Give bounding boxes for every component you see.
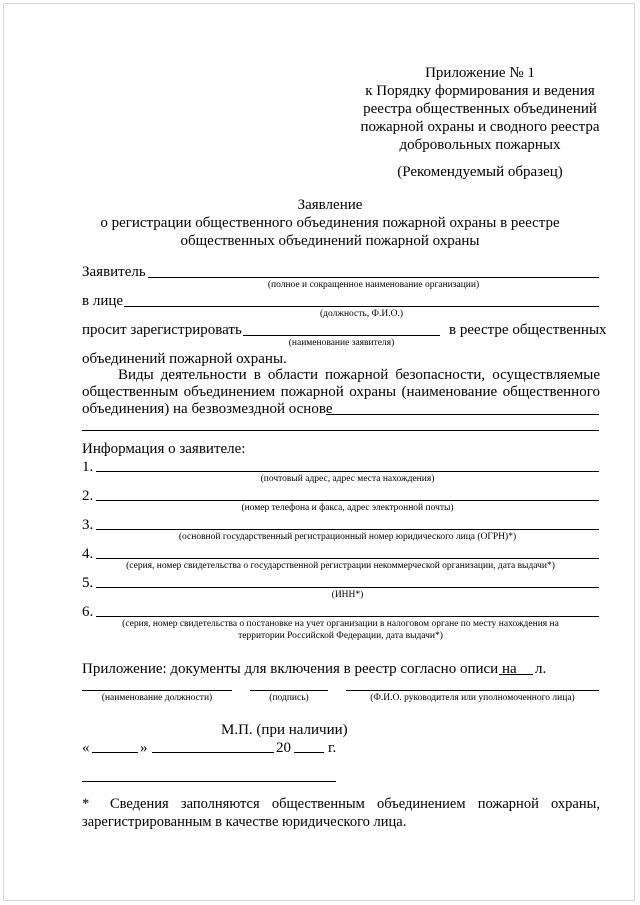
- appendix-block: [345, 64, 615, 154]
- activity-field[interactable]: [326, 414, 599, 415]
- footnote-word: охраны,: [551, 796, 600, 812]
- attachment-text: Приложение: документы для включения в реестр согласно описи на: [82, 661, 517, 677]
- info-number: 3.: [82, 517, 94, 533]
- year-prefix: 20: [276, 740, 291, 756]
- request-label: просит зарегистрировать: [82, 322, 242, 338]
- info-heading: Информация о заявителе:: [82, 441, 246, 457]
- person-label: в лице: [82, 293, 124, 309]
- info-field-address[interactable]: [96, 471, 599, 472]
- activity-line-2: общественным объединением пожарной охраны (наименование общественного: [82, 384, 600, 400]
- date-open-quote: «: [82, 740, 90, 756]
- footnote-word: заполняются: [180, 796, 260, 812]
- sample-note: (Рекомендуемый образец): [397, 164, 563, 180]
- info-caption: территории Российской Федерации, дата выдачи*): [238, 631, 443, 641]
- request-suffix: в реестре общественных: [449, 322, 607, 338]
- year-suffix: г.: [328, 740, 337, 756]
- person-field[interactable]: [124, 306, 599, 307]
- date-close-quote: »: [140, 740, 148, 756]
- full-name-field[interactable]: [346, 690, 599, 691]
- info-field-ogrn[interactable]: [96, 529, 599, 530]
- appendix-line: пожарной охраны и сводного реестра: [360, 119, 600, 135]
- footnote-word: пожарной: [477, 796, 539, 812]
- signature-field[interactable]: [250, 690, 328, 691]
- full-name-caption: (Ф.И.О. руководителя или уполномоченного лица): [370, 693, 575, 703]
- date-day-field[interactable]: [92, 752, 138, 753]
- footnote-line-2: зарегистрированным в качестве юридического лица.: [82, 814, 407, 830]
- footnote-word: объединением: [377, 796, 466, 812]
- activity-line-3: объединения) на безвозмездной основе: [82, 401, 333, 417]
- footnote-word: общественным: [271, 796, 365, 812]
- signature-caption: (подпись): [269, 693, 309, 703]
- title-heading: Заявление: [297, 197, 363, 213]
- info-field-tax-certificate[interactable]: [96, 616, 599, 617]
- position-caption: (наименование должности): [101, 693, 213, 703]
- date-month-field[interactable]: [152, 752, 274, 753]
- info-caption: (номер телефона и факса, адрес электронной почты): [241, 503, 454, 513]
- applicant-caption: (полное и сокращенное наименование организации): [267, 280, 480, 290]
- appendix-title: Приложение № 1: [425, 65, 535, 81]
- info-caption: (серия, номер свидетельства о государственной регистрации некоммерческой организации, дата выдачи*): [126, 561, 555, 571]
- person-caption: (должность, Ф.И.О.): [320, 309, 403, 319]
- attachment-suffix: л.: [535, 661, 547, 677]
- footnote-word: Сведения: [110, 796, 169, 812]
- title-line: о регистрации общественного объединения пожарной охраны в реестре: [100, 215, 560, 231]
- activity-field-extra[interactable]: [82, 430, 599, 431]
- title-line: общественных объединений пожарной охраны: [180, 233, 480, 249]
- info-caption: (серия, номер свидетельства о постановке на учет организации в налоговом органе по месту нахождения на: [122, 619, 559, 629]
- info-field-certificate[interactable]: [96, 558, 599, 559]
- request-continue: объединений пожарной охраны.: [82, 351, 287, 367]
- appendix-line: реестра общественных объединений: [363, 101, 597, 117]
- info-caption: (почтовый адрес, адрес места нахождения): [260, 474, 435, 484]
- request-caption: (наименование заявителя): [288, 338, 395, 348]
- footnote-line-1: [110, 795, 600, 813]
- applicant-short-name-field[interactable]: [243, 335, 440, 336]
- attachment-pages-field[interactable]: [499, 674, 533, 675]
- info-caption: (ИНН*): [331, 590, 364, 600]
- info-number: 6.: [82, 604, 94, 620]
- footnote-mark: *: [82, 796, 90, 812]
- info-caption: (основной государственный регистрационный номер юридического лица (ОГРН)*): [178, 532, 517, 542]
- appendix-line: добровольных пожарных: [399, 137, 561, 153]
- date-year-field[interactable]: [294, 752, 324, 753]
- applicant-name-field[interactable]: [148, 277, 599, 278]
- footnote-separator: [82, 781, 336, 782]
- stamp-label: М.П. (при наличии): [221, 722, 348, 738]
- position-field[interactable]: [82, 690, 232, 691]
- activity-line-1: Виды деятельности в области пожарной безопасности, осуществляемые: [118, 367, 600, 383]
- info-field-inn[interactable]: [96, 587, 599, 588]
- document-title: [60, 196, 600, 250]
- appendix-line: к Порядку формирования и ведения: [365, 83, 595, 99]
- info-field-phone[interactable]: [96, 500, 599, 501]
- info-number: 4.: [82, 546, 94, 562]
- info-number: 5.: [82, 575, 94, 591]
- info-number: 1.: [82, 459, 94, 475]
- info-number: 2.: [82, 488, 94, 504]
- applicant-label: Заявитель: [82, 264, 146, 280]
